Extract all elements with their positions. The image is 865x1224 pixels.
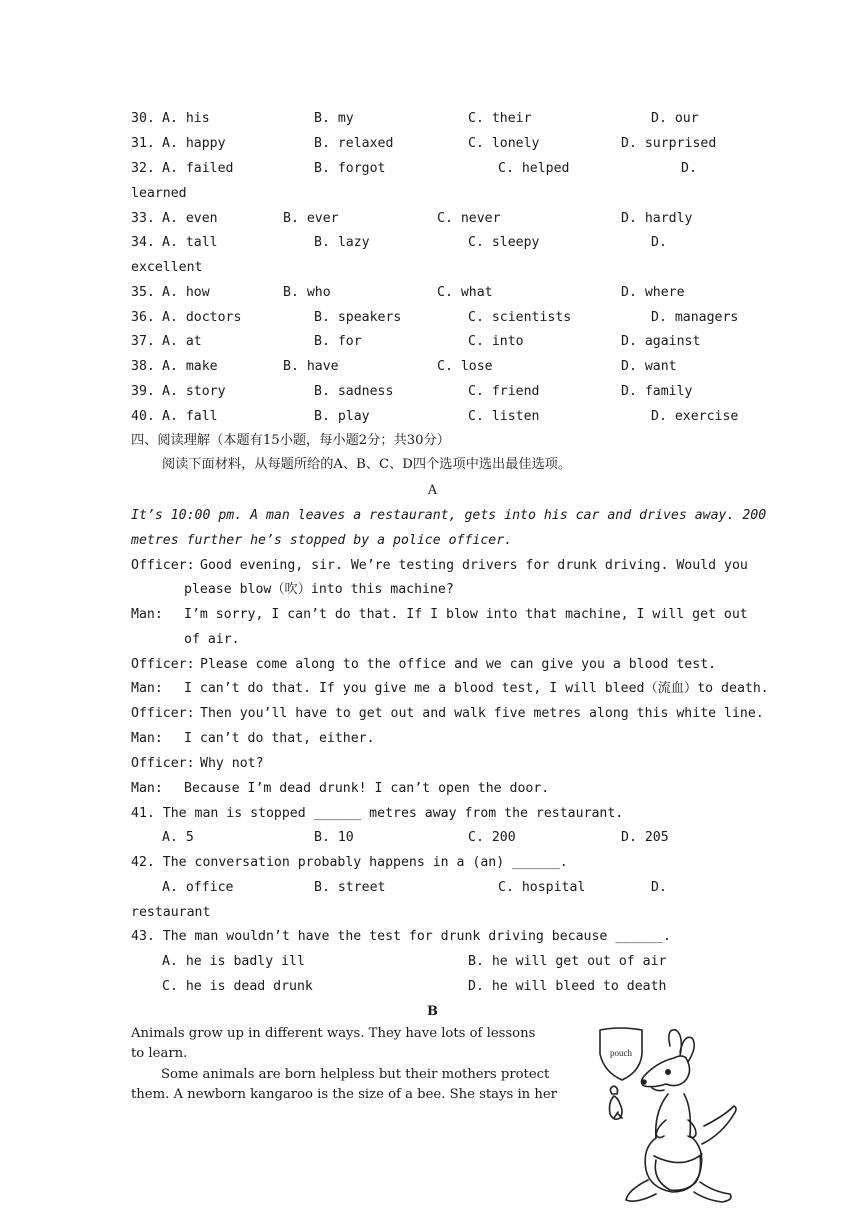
option-d-text: restaurant <box>131 905 211 920</box>
option-a: A. fall <box>162 409 218 424</box>
question-number: 35. <box>131 285 155 300</box>
option-b: B. relaxed <box>314 136 394 151</box>
dialogue-speaker: Officer: <box>131 706 195 721</box>
option-b: B. lazy <box>314 235 370 250</box>
option-b: B. sadness <box>314 384 394 399</box>
question-number: 33. <box>131 211 155 226</box>
question-number: 31. <box>131 136 155 151</box>
question-stem: 42. The conversation probably happens in a (an) ______. <box>131 855 568 870</box>
option-d: D. want <box>621 359 677 374</box>
dialogue-line: I can’t do that, either. <box>184 731 375 746</box>
option-c: C. what <box>437 285 493 300</box>
question-stem: 43. The man wouldn’t have the test for drunk driving because ______. <box>131 929 671 944</box>
passage-a-label: A <box>427 483 438 498</box>
question-number: 40. <box>131 409 155 424</box>
option-d: D. against <box>621 334 701 349</box>
option-c: C. friend <box>468 384 540 399</box>
option-d: D. he will bleed to death <box>468 979 667 994</box>
option-d: D. <box>651 235 667 250</box>
section-instruction: 阅读下面材料，从每题所给的A、B、C、D四个选项中选出最佳选项。 <box>162 457 572 472</box>
option-a: A. make <box>162 359 218 374</box>
option-d: D. hardly <box>621 211 693 226</box>
option-d: D. managers <box>651 310 739 325</box>
option-a: A. his <box>162 111 210 126</box>
option-d: D. family <box>621 384 693 399</box>
question-number: 30. <box>131 111 155 126</box>
section-title: 四、阅读理解（本题有15小题，每小题2分；共30分） <box>131 433 450 448</box>
option-d: D. our <box>651 111 699 126</box>
passage-a-intro-line: metres further he’s stopped by a police officer. <box>131 533 513 548</box>
option-c: C. he is dead drunk <box>162 979 313 994</box>
option-a: A. story <box>162 384 226 399</box>
question-number: 34. <box>131 235 155 250</box>
option-b: B. who <box>283 285 331 300</box>
dialogue-speaker: Man: <box>131 731 163 746</box>
option-b: B. street <box>314 880 386 895</box>
option-a: A. happy <box>162 136 226 151</box>
question-number: 39. <box>131 384 155 399</box>
pouch-label: pouch <box>610 1048 632 1058</box>
option-c: C. into <box>468 334 524 349</box>
option-a: A. even <box>162 211 218 226</box>
option-a: A. at <box>162 334 202 349</box>
option-d: D. 205 <box>621 830 669 845</box>
option-d: D. <box>651 880 667 895</box>
passage-b-line: Some animals are born helpless but their mothers protect <box>161 1067 550 1082</box>
kangaroo-illustration <box>596 1024 746 1208</box>
option-b: B. 10 <box>314 830 354 845</box>
option-a: A. how <box>162 285 210 300</box>
question-number: 32. <box>131 161 155 176</box>
dialogue-line: please blow（吹）into this machine? <box>184 582 454 597</box>
option-c: C. lonely <box>468 136 540 151</box>
question-number: 36. <box>131 310 155 325</box>
dialogue-line: Why not? <box>200 756 264 771</box>
dialogue-speaker: Officer: <box>131 756 195 771</box>
option-a: A. 5 <box>162 830 194 845</box>
option-d: D. where <box>621 285 685 300</box>
question-number: 38. <box>131 359 155 374</box>
option-a: A. doctors <box>162 310 242 325</box>
dialogue-speaker: Man: <box>131 781 163 796</box>
option-d: D. exercise <box>651 409 739 424</box>
option-d: D. surprised <box>621 136 717 151</box>
option-a: A. he is badly ill <box>162 954 305 969</box>
option-d-text: excellent <box>131 260 203 275</box>
passage-a-intro-line: It’s 10:00 pm. A man leaves a restaurant, gets into his car and drives away. 200 <box>131 508 767 523</box>
dialogue-speaker: Man: <box>131 607 163 622</box>
dialogue-line: Then you’ll have to get out and walk five metres along this white line. <box>200 706 764 721</box>
dialogue-line: Please come along to the office and we can give you a blood test. <box>200 657 717 672</box>
dialogue-line: of air. <box>184 632 240 647</box>
passage-b-label: B <box>427 1004 438 1019</box>
option-b: B. forgot <box>314 161 386 176</box>
question-stem: 41. The man is stopped ______ metres away from the restaurant. <box>131 806 624 821</box>
option-a: A. failed <box>162 161 234 176</box>
option-b: B. play <box>314 409 370 424</box>
option-b: B. have <box>283 359 339 374</box>
option-b: B. he will get out of air <box>468 954 667 969</box>
option-b: B. ever <box>283 211 339 226</box>
dialogue-line: Good evening, sir. We’re testing drivers for drunk driving. Would you <box>200 558 748 573</box>
passage-b-line: Animals grow up in different ways. They have lots of lessons <box>131 1026 536 1041</box>
option-b: B. my <box>314 111 354 126</box>
dialogue-line: I can’t do that. If you give me a blood test, I will bleed（流血）to death. <box>184 681 769 696</box>
option-c: C. sleepy <box>468 235 540 250</box>
passage-b-line: to learn. <box>131 1046 188 1061</box>
option-c: C. hospital <box>498 880 586 895</box>
option-c: C. lose <box>437 359 493 374</box>
dialogue-line: Because I’m dead drunk! I can’t open the door. <box>184 781 550 796</box>
option-c: C. helped <box>498 161 570 176</box>
option-a: A. tall <box>162 235 218 250</box>
option-b: B. for <box>314 334 362 349</box>
option-c: C. their <box>468 111 532 126</box>
option-c: C. scientists <box>468 310 572 325</box>
option-a: A. office <box>162 880 234 895</box>
question-number: 37. <box>131 334 155 349</box>
option-d: D. <box>681 161 697 176</box>
option-d-text: learned <box>131 186 187 201</box>
dialogue-line: I’m sorry, I can’t do that. If I blow into that machine, I will get out <box>184 607 748 622</box>
option-c: C. never <box>437 211 501 226</box>
dialogue-speaker: Man: <box>131 681 163 696</box>
option-c: C. 200 <box>468 830 516 845</box>
option-b: B. speakers <box>314 310 402 325</box>
dialogue-speaker: Officer: <box>131 558 195 573</box>
kangaroo-icon <box>596 1024 746 1208</box>
dialogue-speaker: Officer: <box>131 657 195 672</box>
option-c: C. listen <box>468 409 540 424</box>
passage-b-line: them. A newborn kangaroo is the size of a bee. She stays in her <box>131 1087 557 1102</box>
